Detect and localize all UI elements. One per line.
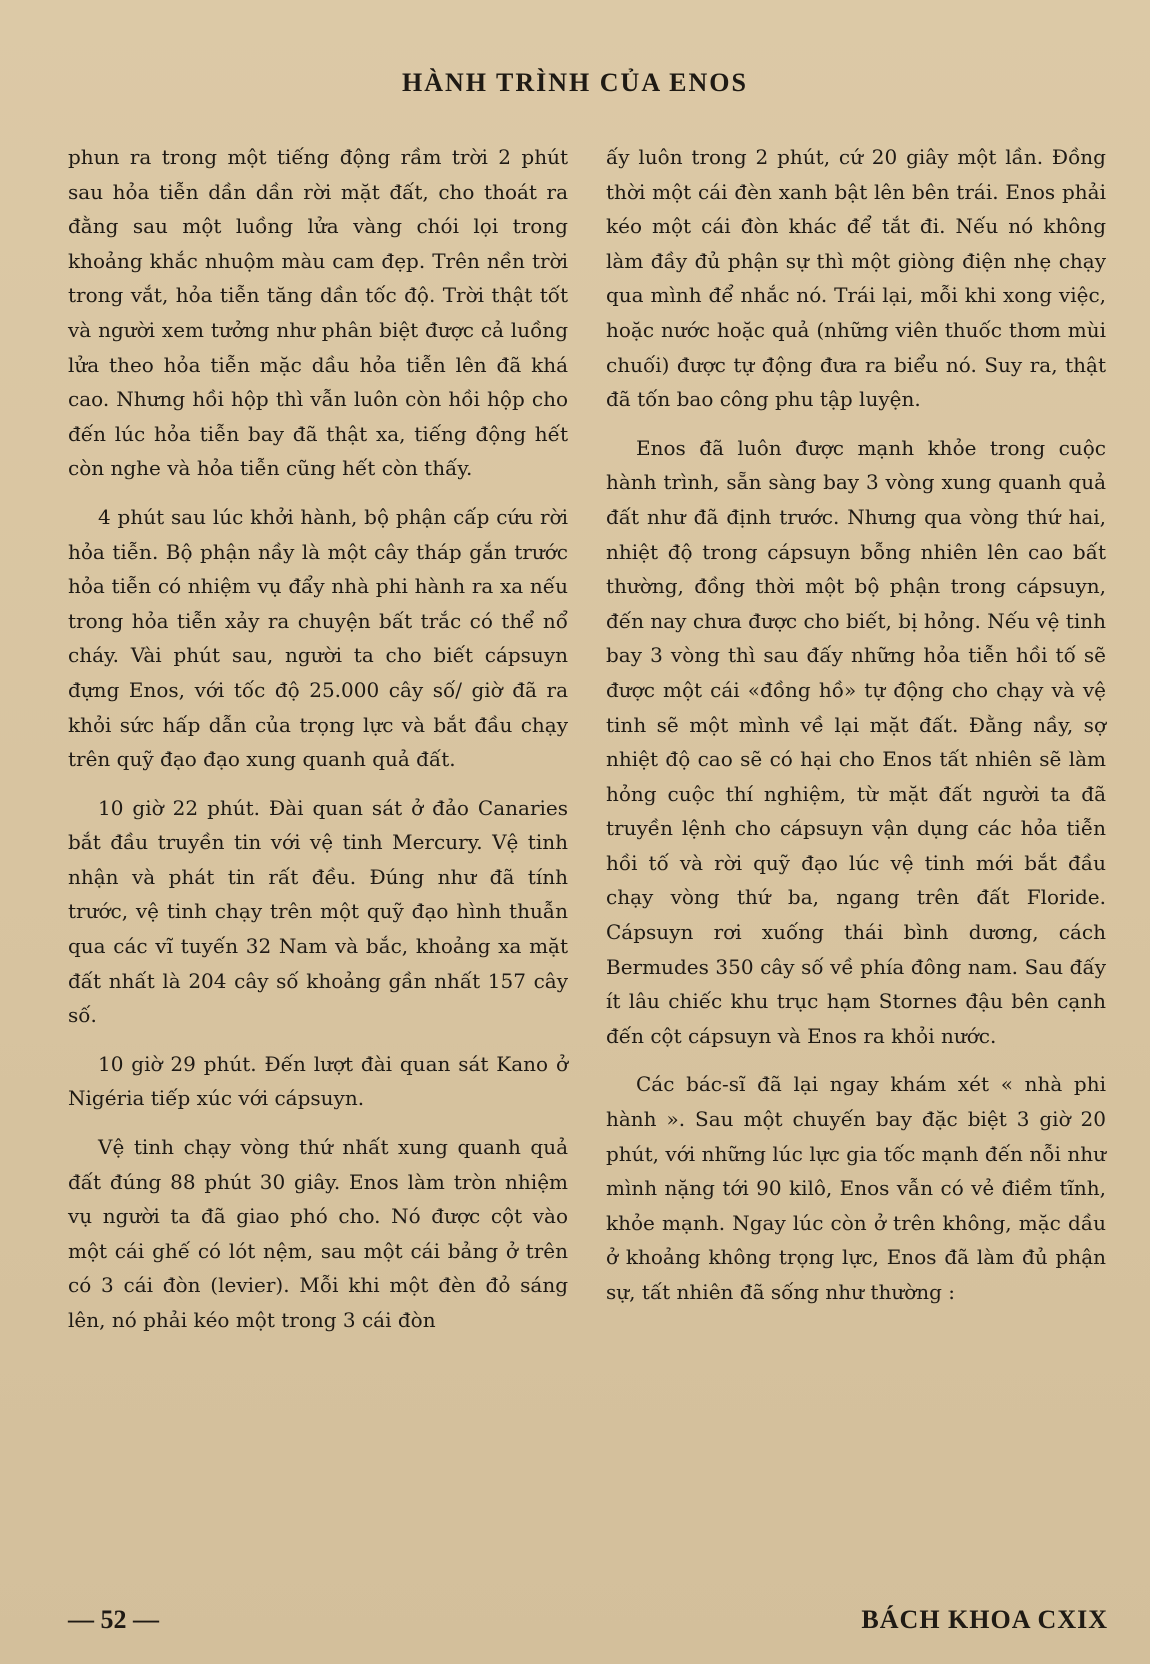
page-number: — 52 — [68,1605,159,1634]
page-title: HÀNH TRÌNH CỦA ENOS [402,68,748,97]
paragraph: 4 phút sau lúc khởi hành, bộ phận cấp cứu rời hỏa tiễn. Bộ phận nầy là một cây tháp gắn trước hỏa tiễn có nhiệm vụ đẩy nhà phi hành ra xa nếu trong hỏa tiễn xảy ra chuyện bất trắc có thể nổ cháy. Vài phút sau, người ta cho biết cápsuyn đựng Enos, với tốc độ 25.000 cây số/ giờ đã ra khỏi sức hấp dẫn của trọng lực và bắt đầu chạy trên quỹ đạo đạo xung quanh quả đất. [68,504,568,772]
page-footer [68,1605,1108,1641]
paragraph: 10 giờ 22 phút. Đài quan sát ở đảo Canaries bắt đầu truyền tin với vệ tinh Mercury. Vệ tinh nhận và phát tin rất đều. Đúng như đã tính trước, vệ tinh chạy trên một quỹ đạo hình thuẫn qua các vĩ tuyến 32 Nam và bắc, khoảng xa mặt đất nhất là 204 cây số khoảng gần nhất 157 cây số. [68,795,568,1028]
right-column [606,140,1106,1324]
paragraph: Vệ tinh chạy vòng thứ nhất xung quanh quả đất đúng 88 phút 30 giây. Enos làm tròn nhiệm vụ người ta đã giao phó cho. Nó được cột vào một cái ghế có lót nệm, sau một cái bảng ở trên có 3 cái đòn (levier). Mỗi khi một đèn đỏ sáng lên, nó phải kéo một trong 3 cái đòn [68,1135,568,1332]
paragraph: ấy luôn trong 2 phút, cứ 20 giây một lần. Đồng thời một cái đèn xanh bật lên bên trái. Enos phải kéo một cái đòn khác để tắt đi. Nếu nó không làm đầy đủ phận sự thì một giòng điện nhẹ chạy qua mình để nhắc nó. Trái lại, mỗi khi xong việc, hoặc nước hoặc quả (những viên thuốc thơm mùi chuối) được tự động đưa ra biểu nó. Suy ra, thật đã tốn bao công phu tập luyện. [606,145,1106,412]
paragraph: 10 giờ 29 phút. Đến lượt đài quan sát Kano ở Nigéria tiếp xúc với cápsuyn. [68,1051,568,1111]
left-column [68,140,568,1352]
paragraph: phun ra trong một tiếng động rầm trời 2 phút sau hỏa tiễn dần dần rời mặt đất, cho thoát ra đằng sau một luồng lửa vàng chói lọi trong khoảng khắc nhuộm màu cam đẹp. Trên nền trời trong vắt, hỏa tiễn tăng dần tốc độ. Trời thật tốt và người xem tưởng như phân biệt được cả luồng lửa theo hỏa tiễn mặc dầu hỏa tiễn lên đã khá cao. Nhưng hồi hộp thì vẫn luôn còn hồi hộp cho đến lúc hỏa tiễn bay đã thật xa, tiếng động hết còn nghe và hỏa tiễn cũng hết còn thấy. [68,145,568,481]
magazine-name: BÁCH KHOA CXIX [861,1605,1108,1634]
paragraph: Enos đã luôn được mạnh khỏe trong cuộc hành trình, sẵn sàng bay 3 vòng xung quanh quả đất như đã định trước. Nhưng qua vòng thứ hai, nhiệt độ trong cápsuyn bỗng nhiên lên cao bất thường, đồng thời một bộ phận trong cápsuyn, đến nay chưa được cho biết, bị hỏng. Nếu vệ tinh bay 3 vòng thì sau đấy những hỏa tiễn hồi tố sẽ được một cái «đồng hồ» tự động cho chạy và vệ tinh sẽ một mình về lại mặt đất. Đằng nầy, sợ nhiệt độ cao sẽ có hại cho Enos tất nhiên sẽ làm hỏng cuộc thí nghiệm, từ mặt đất người ta đã truyền lệnh cho cápsuyn vận dụng các hỏa tiễn hồi tố và rời quỹ đạo lúc vệ tinh mới bắt đầu chạy vòng thứ ba, ngang trên đất Floride. Cápsuyn rơi xuống thái bình dương, cách Bermudes 350 cây số về phía đông nam. Sau đấy ít lâu chiếc khu trục hạm Stornes đậu bên cạnh đến cột cápsuyn và Enos ra khỏi nước. [606,435,1106,1048]
paragraph: Các bác-sĩ đã lại ngay khám xét « nhà phi hành ». Sau một chuyến bay đặc biệt 3 giờ 20 phút, với những lúc lực gia tốc mạnh đến nỗi như mình nặng tới 90 kilô, Enos vẫn có vẻ điềm tĩnh, khỏe mạnh. Ngay lúc còn ở trên không, mặc dầu ở khoảng không trọng lực, Enos đã làm đủ phận sự, tất nhiên đã sống như thường : [606,1072,1106,1304]
